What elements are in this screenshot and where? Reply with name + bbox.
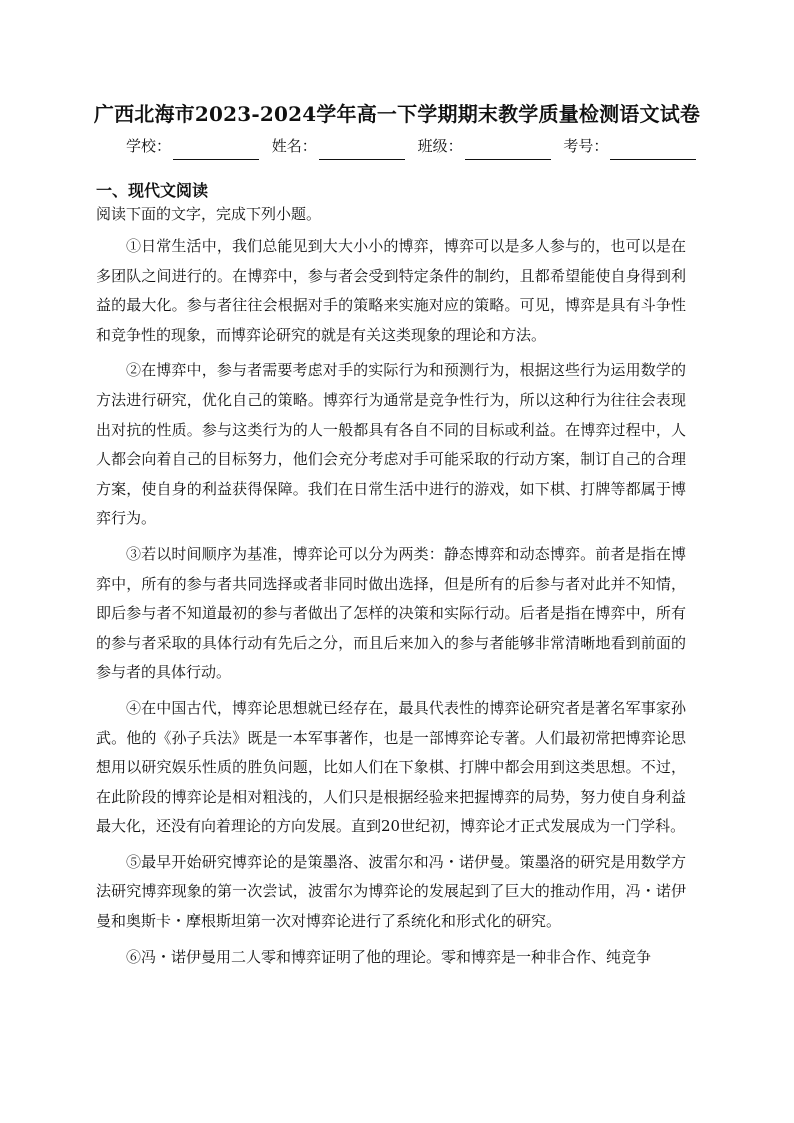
exam-number-label: 考号： xyxy=(563,137,609,155)
reading-article xyxy=(96,232,686,978)
paragraph-3: ③若以时间顺序为基准，博弈论可以分为两类：静态博弈和动态博弈。前者是指在博弈中，所有的参与者共同选择或者非同时做出选择，但是所有的后参与者对此并不知情，即后参与者不知道最初的参与者做出了怎样的决策和实际行动。后者是指在博弈中，所有的参与者采取的具体行动有先后之分，而且后来加入的参与者能够非常清晰地看到前面的参与者的具体行动。 xyxy=(96,544,686,682)
reading-instruction: 阅读下面的文字，完成下列小题。 xyxy=(96,205,322,223)
paragraph-5: ⑤最早开始研究博弈论的是策墨洛、波雷尔和冯・诺伊曼。策墨洛的研究是用数学方法研究博弈现象的第一次尝试，波雷尔为博弈论的发展起到了巨大的推动作用，冯・诺伊曼和奥斯卡・摩根斯坦第一次对博弈论进行了系统化和形式化的研究。 xyxy=(96,852,686,931)
class-field xyxy=(418,132,555,160)
name-label: 姓名： xyxy=(271,137,317,155)
class-label: 班级： xyxy=(417,137,463,155)
paragraph-2: ②在博弈中，参与者需要考虑对手的实际行为和预测行为，根据这些行为运用数学的方法进行研究，优化自己的策略。博弈行为通常是竞争性行为，所以这种行为往往会表现出对抗的性质。参与这类行为的人一般都具有各自不同的目标或利益。在博弈过程中，人人都会向着自己的目标努力，他们会充分考虑对手可能采取的行动方案，制订自己的合理方案，使自身的利益获得保障。我们在日常生活中进行的游戏，如下棋、打牌等都属于博弈行为。 xyxy=(96,361,686,528)
school-label: 学校： xyxy=(126,137,172,155)
name-field xyxy=(272,132,409,160)
name-blank[interactable] xyxy=(319,141,405,160)
paragraph-6: ⑥冯・诺伊曼用二人零和博弈证明了他的理论。零和博弈是一种非合作、纯竞争 xyxy=(126,947,652,966)
school-field xyxy=(126,132,263,160)
exam-number-field xyxy=(563,132,700,160)
student-info-line xyxy=(126,132,686,160)
exam-number-blank[interactable] xyxy=(610,141,696,160)
class-blank[interactable] xyxy=(465,141,551,160)
paragraph-4: ④在中国古代，博弈论思想就已经存在，最具代表性的博弈论研究者是著名军事家孙武。他的《孙子兵法》既是一本军事著作，也是一部博弈论专著。人们最初常把博弈论思想用以研究娱乐性质的胜负问题，比如人们在下象棋、打牌中都会用到这类思想。不过，在此阶段的博弈论是相对粗浅的，人们只是根据经验来把握博弈的局势，努力使自身利益最大化，还没有向着理论的方向发展。直到20世纪初，博弈论才正式发展成为一门学科。 xyxy=(96,698,686,836)
section-heading: 一、现代文阅读 xyxy=(96,181,209,200)
school-blank[interactable] xyxy=(173,141,259,160)
paragraph-1: ①日常生活中，我们总能见到大大小小的博弈，博弈可以是多人参与的，也可以是在多团队之间进行的。在博弈中，参与者会受到特定条件的制约，且都希望能使自身得到利益的最大化。参与者往往会根据对手的策略来实施对应的策略。可见，博弈是具有斗争性和竞争性的现象，而博弈论研究的就是有关这类现象的理论和方法。 xyxy=(96,237,686,344)
exam-title: 广西北海市2023-2024学年高一下学期期末教学质量检测语文试卷 xyxy=(93,102,701,126)
